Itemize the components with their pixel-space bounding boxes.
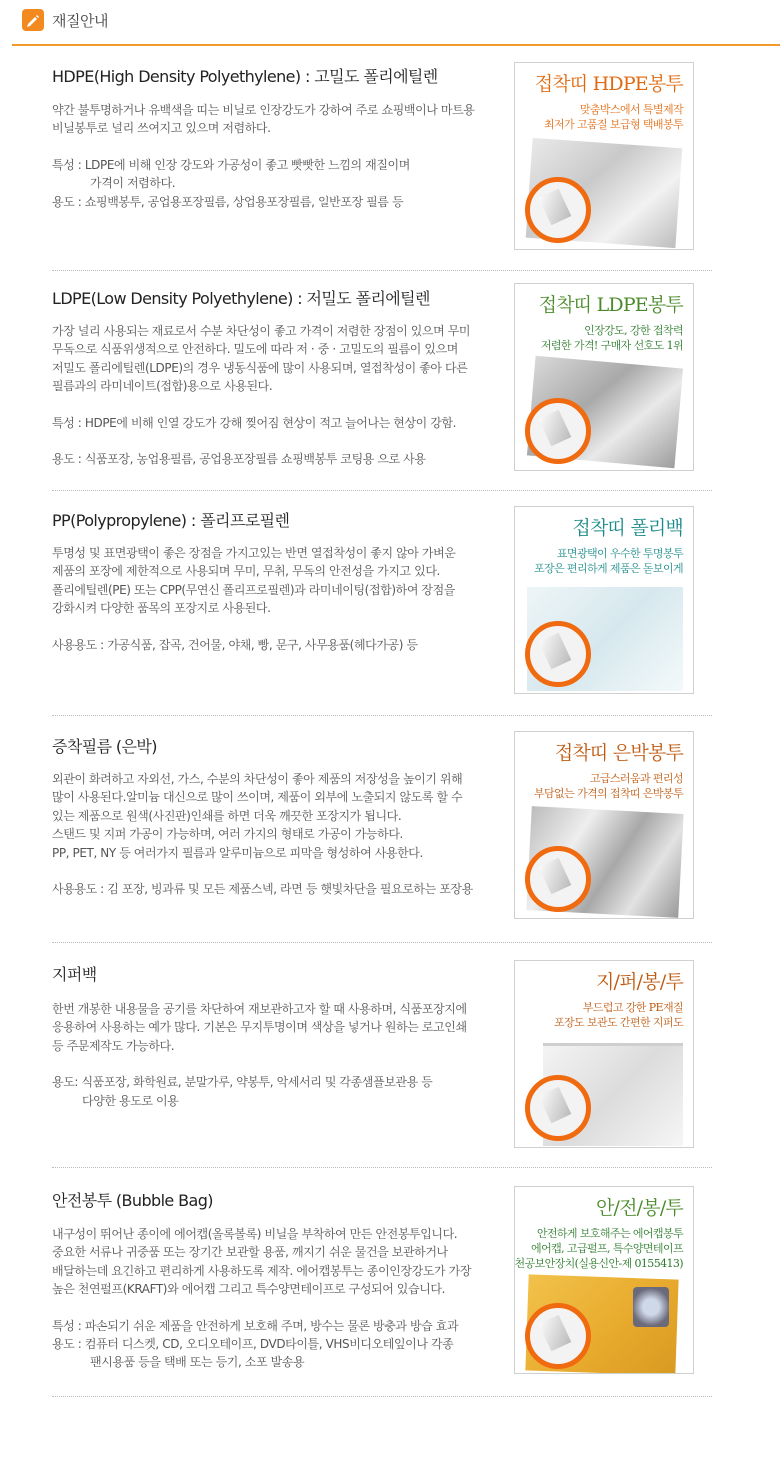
body-line: 약간 불투명하거나 유백색을 띠는 비닐로 인장강도가 강하여 주로 쇼핑백이나 마트용 xyxy=(52,103,475,117)
body-line: 사용용도 : 김 포장, 빙과류 및 모든 제품스넥, 라면 등 햇빛차단을 필요로하는 포장용 xyxy=(52,882,473,897)
product-card-ldpe[interactable] xyxy=(514,283,694,471)
body-line: 용도 : 컴퓨터 디스켓, CD, 오디오테이프, DVD타이틀, VHS비디오테잎이나 각종 xyxy=(52,1337,454,1352)
body-line: 등 주문제작도 가능하다. xyxy=(52,1038,175,1053)
bag-image xyxy=(515,579,693,693)
card-title: 접착띠 HDPE봉투 xyxy=(534,73,683,95)
bag-image xyxy=(515,1273,693,1373)
section-body xyxy=(52,1225,504,1372)
pencil-icon xyxy=(22,9,44,31)
body-line: 무독으로 식품위생적으로 안전하다. 밀도에 따라 저 · 중 · 고밀도의 필름이 있으며 xyxy=(52,342,458,357)
body-line: 응용하여 사용하는 예가 많다. 기본은 무지투명이며 색상을 넣거나 원하는 로고인쇄 xyxy=(52,1020,467,1035)
page-header xyxy=(12,0,780,46)
body-line: 사용용도 : 가공식품, 잡곡, 건어물, 야채, 빵, 문구, 사무용품(헤다가공) 등 xyxy=(52,637,418,652)
card-line: 최저가 고품질 보급형 택배봉투 xyxy=(543,118,683,131)
body-line: 가장 널리 사용되는 재료로서 수분 차단성이 좋고 가격이 저렴한 장점이 있으며 무미 xyxy=(52,324,471,338)
card-line: 에어캡, 고급펄프, 특수양면테이프 xyxy=(531,1242,683,1255)
body-line: 있는 제품으로 원색(사진판)인쇄를 하면 더욱 깨끗한 포장지가 됩니다. xyxy=(52,808,402,823)
body-line: 가격이 저렴하다. xyxy=(90,176,176,191)
bag-image xyxy=(515,1033,693,1147)
card-title: 지/퍼/봉/투 xyxy=(595,971,683,993)
section-title: 증착필름 (은박) xyxy=(52,737,157,756)
section-body xyxy=(52,322,504,468)
body-line: 중요한 서류나 귀중품 또는 장기간 보관할 용품, 깨지기 쉬운 물건을 보관하거나 xyxy=(52,1245,448,1260)
card-line: 천공보안장치(실용신안-제 0155413) xyxy=(514,1257,683,1270)
section-title: 지퍼백 xyxy=(52,965,97,984)
body-line: 비닐봉투로 널리 쓰여지고 있으며 저렴하다. xyxy=(52,121,271,136)
card-title: 접착띠 은박봉투 xyxy=(554,742,683,764)
body-line: 높은 천연펄프(KRAFT)와 에어캡 그리고 특수양면테이프로 구성되어 있습니다. xyxy=(52,1282,445,1297)
divider xyxy=(52,270,712,271)
card-line: 맞춤박스에서 특별제작 xyxy=(579,103,683,116)
bag-image xyxy=(515,135,693,249)
body-line: 특성 : HDPE에 비해 인열 강도가 강해 찢어짐 현상이 적고 늘어나는 현상이 강함. xyxy=(52,415,457,430)
zoom-circle xyxy=(525,1303,591,1369)
card-line: 부드럽고 강한 PE재질 xyxy=(582,1001,683,1014)
body-line: 폴리에틸렌(PE) 또는 CPP(무연신 폴리프로필렌)과 라미네이팅(접합)하여 장점을 xyxy=(52,582,456,597)
section-title: PP(Polypropylene) : 폴리프로필렌 xyxy=(52,511,290,530)
page-title: 재질안내 xyxy=(52,12,108,30)
product-card-zipper[interactable] xyxy=(514,960,694,1148)
section-body xyxy=(52,101,504,211)
body-line: 다양한 용도로 이용 xyxy=(82,1093,179,1108)
card-line: 포장도 보관도 간편한 지퍼도 xyxy=(553,1016,683,1029)
product-card-pp[interactable] xyxy=(514,506,694,694)
bag-image xyxy=(515,804,693,918)
zoom-circle xyxy=(525,177,591,243)
card-line: 저렴한 가격! 구매자 선호도 1위 xyxy=(540,339,683,352)
product-card-silver[interactable] xyxy=(514,731,694,919)
section-title: HDPE(High Density Polyethylene) : 고밀도 폴리에틸렌 xyxy=(52,67,438,86)
body-line: 용도 : 식품포장, 농업용필름, 공업용포장필름 쇼핑백봉투 코팅용 으로 사용 xyxy=(52,452,426,467)
body-line: 팬시용품 등을 택배 또는 등기, 소포 발송용 xyxy=(90,1355,305,1370)
card-line: 표면광택이 우수한 투명봉투 xyxy=(556,547,683,560)
body-line: 내구성이 뛰어난 종이에 에어캡(올록볼록) 비닐을 부착하여 만든 안전봉투입니다. xyxy=(52,1227,458,1241)
card-title: 접착띠 LDPE봉투 xyxy=(538,294,683,316)
product-card-hdpe[interactable] xyxy=(514,62,694,250)
body-line: 외관이 화려하고 자외선, 가스, 수분의 차단성이 좋아 제품의 저장성을 높이기 위해 xyxy=(52,772,463,786)
section-body xyxy=(52,544,504,654)
card-line: 인장강도, 강한 접착력 xyxy=(584,324,683,337)
section-title: LDPE(Low Density Polyethylene) : 저밀도 폴리에틸렌 xyxy=(52,289,430,308)
body-line: 스탠드 및 지퍼 가공이 가능하며, 여러 가지의 형태로 가공이 가능하다. xyxy=(52,827,403,842)
card-line: 포장은 편리하게 제품은 돋보이게 xyxy=(533,562,683,575)
section-body xyxy=(52,1000,504,1110)
zoom-circle xyxy=(525,621,591,687)
body-line: 용도 : 쇼핑백봉투, 공업용포장필름, 상업용포장필름, 일반포장 필름 등 xyxy=(52,194,404,209)
zoom-circle xyxy=(525,398,591,464)
card-title: 안/전/봉/투 xyxy=(595,1197,683,1219)
body-line: PP, PET, NY 등 여러가지 필름과 알루미늄으로 피막을 형성하여 사용한다. xyxy=(52,845,423,860)
body-line: 제품의 포장에 제한적으로 사용되며 무미, 무취, 무독의 안전성을 가지고 있다. xyxy=(52,564,440,579)
card-title: 접착띠 폴리백 xyxy=(572,517,683,539)
body-line: 강화시켜 다양한 품목의 포장지로 사용된다. xyxy=(52,601,271,616)
section-body xyxy=(52,770,504,898)
divider xyxy=(52,1167,712,1168)
body-line: 용도: 식품포장, 화학원료, 분말가루, 약봉투, 악세서리 및 각종샘플보관용 등 xyxy=(52,1075,433,1090)
card-line: 안전하게 보호해주는 에어캡봉투 xyxy=(536,1227,683,1240)
body-line: 배달하는데 요긴하고 편리하게 사용하도록 제작. 에어캡봉투는 종이인장강도가 가장 xyxy=(52,1263,472,1278)
body-line: 필름과의 라미네이트(접합)용으로 사용된다. xyxy=(52,379,273,394)
body-line: 특성 : 파손되기 쉬운 제품을 안전하게 보호해 주며, 방수는 물론 방충과 방습 효과 xyxy=(52,1318,459,1333)
bag-image xyxy=(515,356,693,470)
body-line: 특성 : LDPE에 비해 인장 강도와 가공성이 좋고 빳빳한 느낌의 재질이며 xyxy=(52,157,410,172)
zoom-circle xyxy=(525,1075,591,1141)
card-line: 부담없는 가격의 접착띠 은박봉투 xyxy=(533,787,683,800)
divider xyxy=(52,1396,712,1397)
body-line: 많이 사용된다.알미늄 대신으로 많이 쓰이며, 제품이 외부에 노출되지 않도록 할 수 xyxy=(52,790,463,805)
body-line: 저밀도 폴리에틸렌(LDPE)의 경우 냉동식품에 많이 사용되며, 열접착성이 좋아 다른 xyxy=(52,360,468,375)
body-line: 투명성 및 표면광택이 좋은 장점을 가지고있는 반면 열접착성이 좋지 않아 가벼운 xyxy=(52,546,456,560)
divider xyxy=(52,942,712,943)
card-line: 고급스러움과 편리성 xyxy=(589,772,683,785)
zoom-circle xyxy=(525,846,591,912)
divider xyxy=(52,715,712,716)
divider xyxy=(52,490,712,491)
product-card-bubble[interactable] xyxy=(514,1186,694,1374)
body-line: 한번 개봉한 내용물을 공기를 차단하여 재보관하고자 할 때 사용하며, 식품포장지에 xyxy=(52,1002,467,1016)
section-title: 안전봉투 (Bubble Bag) xyxy=(52,1191,213,1210)
